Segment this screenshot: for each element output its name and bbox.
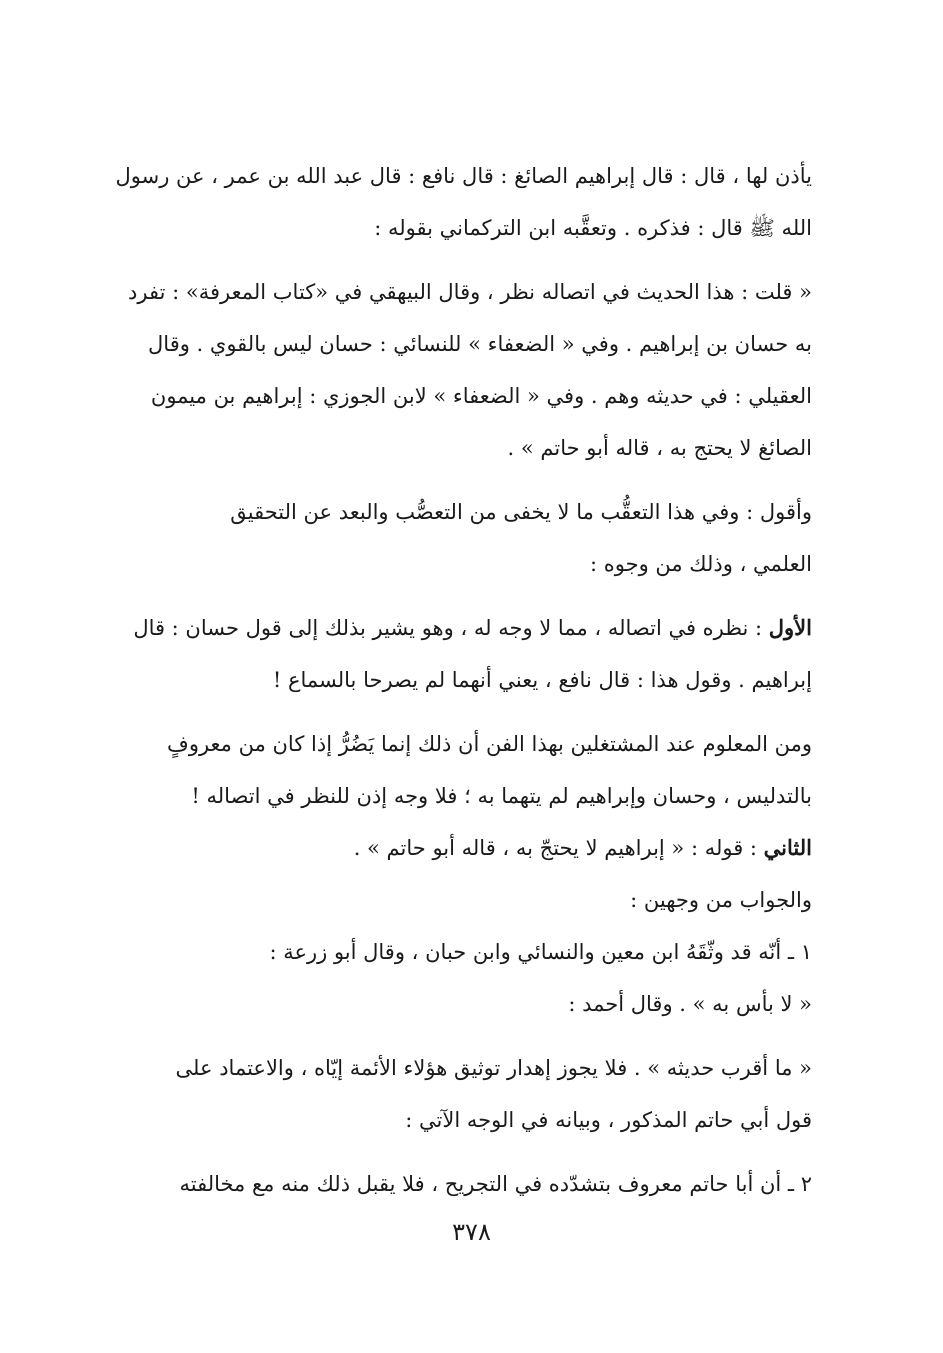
text-line: إبراهيم . وقول هذا : قال نافع ، يعني أنهما لم يصرحا بالسماع !: [272, 668, 812, 692]
text-line: يأذن لها ، قال : قال إبراهيم الصائغ : قال نافع : قال عبد الله بن عمر ، عن رسول: [115, 164, 812, 188]
paragraph-item-one: [100, 926, 812, 978]
text-line: : نظره في اتصاله ، مما لا وجه له ، وهو يشير بذلك إلى قول حسان : قال: [133, 616, 769, 640]
text-line: بالتدليس ، وحسان وإبراهيم لم يتهما به ؛ فلا وجه إذن للنظر في اتصاله !: [191, 784, 812, 808]
text-line: العقيلي : في حديثه وهم . وفي « الضعفاء » لابن الجوزي : إبراهيم بن ميمون: [150, 384, 812, 408]
text-line: : قوله : « إبراهيم لا يحتجّ به ، قاله أبو حاتم » .: [353, 836, 764, 860]
paragraph-second-point: [100, 822, 812, 874]
text-line: ٢ ـ أن أبا حاتم معروف بتشدّده في التجريح ، فلا يقبل ذلك منه مع مخالفته: [179, 1172, 812, 1196]
text-line: العلمي ، وذلك من وجوه :: [590, 552, 812, 576]
paragraph-abu-zura-quote: [100, 978, 812, 1030]
text-line: « قلت : هذا الحديث في اتصاله نظر ، وقال البيهقي في «كتاب المعرفة» : تفرد: [128, 280, 812, 304]
point-heading: الثاني: [763, 835, 812, 860]
paragraph-ahmad-quote: [100, 1042, 812, 1146]
paragraph-first-point: [100, 602, 812, 706]
paragraph-item-two: [100, 1158, 812, 1210]
paragraph-answer-intro: [100, 874, 812, 926]
text-line: وأقول : وفي هذا التعقُّب ما لا يخفى من التعصُّب والبعد عن التحقيق: [230, 500, 812, 524]
text-line: « ما أقرب حديثه » . فلا يجوز إهدار توثيق هؤلاء الأئمة إيّاه ، والاعتماد على: [175, 1056, 812, 1080]
text-line: ١ ـ أنّه قد وثّقَهُ ابن معين والنسائي وابن حبان ، وقال أبو زرعة :: [269, 940, 812, 964]
text-line: الصائغ لا يحتج به ، قاله أبو حاتم » .: [507, 436, 812, 460]
text-line: ومن المعلوم عند المشتغلين بهذا الفن أن ذلك إنما يَضُرُّ إذا كان من معروفٍ: [167, 732, 812, 756]
paragraph-turkmani-quote: [100, 266, 812, 474]
paragraph-narration: [100, 150, 812, 254]
text-line: الله ﷺ قال : فذكره . وتعقَّبه ابن التركماني بقوله :: [374, 216, 812, 240]
paragraph-response-intro: [100, 486, 812, 590]
body-text: [100, 150, 812, 1210]
text-line: قول أبي حاتم المذكور ، وبيانه في الوجه الآتي :: [405, 1108, 812, 1132]
text-line: به حسان بن إبراهيم . وفي « الضعفاء » للنسائي : حسان ليس بالقوي . وقال: [148, 332, 812, 356]
text-line: والجواب من وجهين :: [630, 888, 812, 912]
point-heading: الأول: [768, 615, 812, 640]
text-line: « لا بأس به » . وقال أحمد :: [568, 992, 812, 1016]
page-number: ٣٧٨: [452, 1218, 491, 1246]
paragraph-tadlis: [100, 718, 812, 822]
